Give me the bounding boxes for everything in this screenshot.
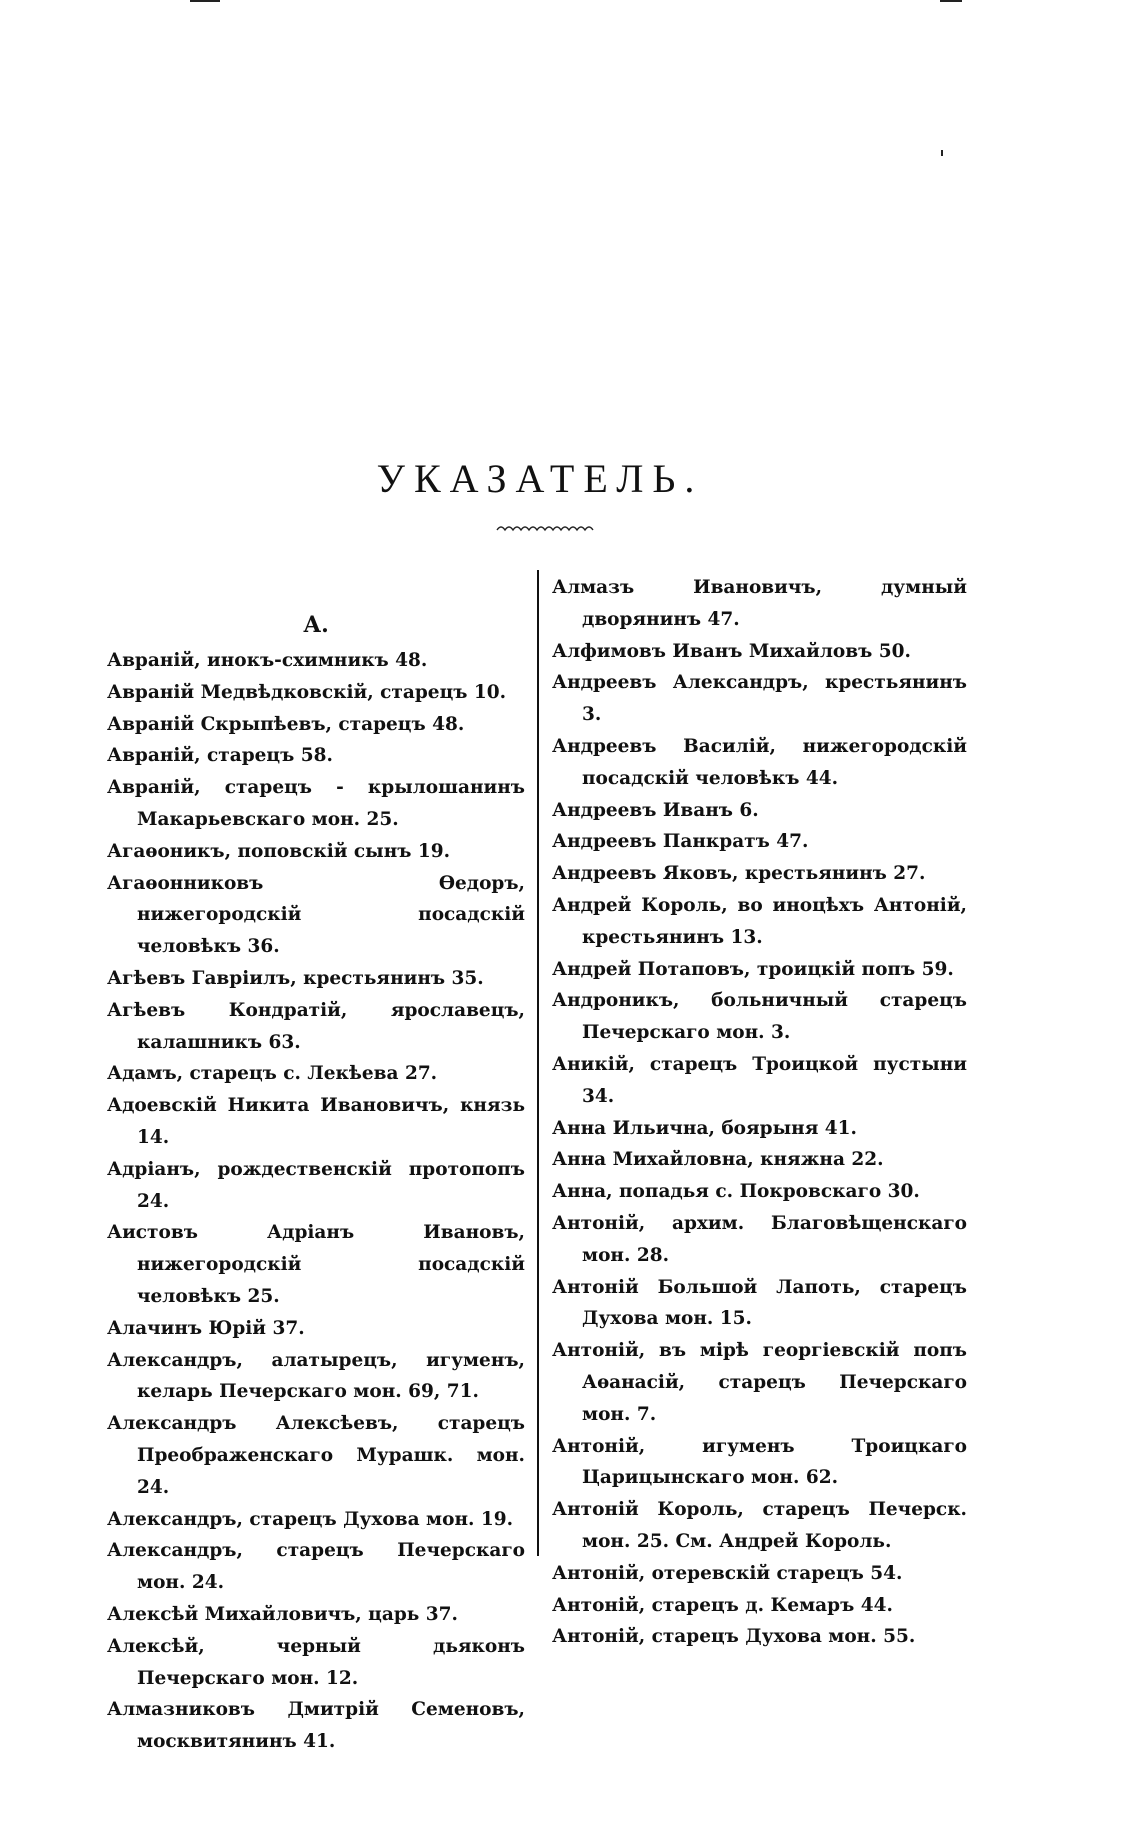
- index-entry: Антоній, старецъ Духова мон. 55.: [552, 1626, 916, 1648]
- column-divider: [537, 570, 539, 1556]
- index-entry: Авраній, старецъ 58.: [107, 745, 333, 767]
- index-entry: Алексѣй, черный дьяконъ Печерскаго мон. 12.: [107, 1635, 525, 1689]
- index-entry: Антоній, въ мірѣ георгіевскій попъ Аѳанасій, старецъ Печерскаго мон. 7.: [552, 1340, 967, 1425]
- title-ornament: [495, 522, 595, 534]
- index-entry: Андреевъ Яковъ, крестьянинъ 27.: [552, 863, 926, 885]
- index-entry: Александръ Алексѣевъ, старецъ Преображенскаго Мурашк. мон. 24.: [107, 1413, 525, 1498]
- index-entry: Агаѳонниковъ Ѳедоръ, нижегородскій посадскій человѣкъ 36.: [107, 872, 525, 958]
- print-speck: [190, 0, 220, 2]
- index-entry: Анна Михайловна, княжна 22.: [552, 1149, 884, 1171]
- index-entry: Адріанъ, рождественскій протопопъ 24.: [107, 1158, 525, 1212]
- index-entry: Андреевъ Иванъ 6.: [552, 799, 759, 821]
- right-entry-list: [552, 572, 967, 1653]
- index-entry: Аистовъ Адріанъ Ивановъ, нижегородскій посадскій человѣкъ 25.: [107, 1222, 525, 1307]
- index-entry: Андреевъ Александръ, крестьянинъ 3.: [552, 672, 967, 726]
- left-entry-list: [107, 645, 525, 1758]
- index-entry: Антоній Король, старецъ Печерск. мон. 25. См. Андрей Король.: [552, 1499, 967, 1552]
- index-entry: Алмазниковъ Дмитрій Семеновъ, москвитянинъ 41.: [107, 1699, 525, 1753]
- index-entry: Александръ, алатырецъ, игуменъ, келарь Печерскаго мон. 69, 71.: [107, 1349, 525, 1403]
- print-speck: [940, 0, 962, 2]
- index-entry: Авраній, инокъ-схимникъ 48.: [107, 650, 428, 671]
- index-entry: Агѣевъ Гаврiилъ, крестьянинъ 35.: [107, 967, 484, 989]
- index-entry: Андроникъ, больничный старецъ Печерскаго мон. 3.: [552, 990, 967, 1044]
- index-entry: Андрей Король, во иноцѣхъ Антоній, крестьянинъ 13.: [552, 894, 967, 948]
- index-entry: Анна, попадья с. Покровскаго 30.: [552, 1181, 920, 1203]
- index-entry: Алачинъ Юрій 37.: [107, 1317, 305, 1339]
- index-entry: Авраній Медвѣдковскій, старецъ 10.: [107, 681, 507, 703]
- index-entry: Александръ, старецъ Печерскаго мон. 24.: [107, 1540, 525, 1594]
- page-title: УКАЗАТЕЛЬ.: [376, 456, 704, 501]
- index-entry: Агаѳоникъ, поповскій сынъ 19.: [107, 840, 451, 862]
- index-entry: Агѣевъ Кондратій, ярославецъ, калашникъ 63.: [107, 999, 525, 1053]
- index-entry: Александръ, старецъ Духова мон. 19.: [107, 1508, 514, 1530]
- print-speck: [941, 150, 943, 156]
- index-column-right: [552, 572, 967, 1653]
- index-entry: Антоній, старецъ д. Кемаръ 44.: [552, 1594, 893, 1616]
- index-entry: Андреевъ Панкратъ 47.: [552, 831, 809, 853]
- index-entry: Алфимовъ Иванъ Михайловъ 50.: [552, 640, 911, 662]
- index-entry: Андрей Потаповъ, троицкій попъ 59.: [552, 958, 954, 980]
- index-entry: Антоній, игуменъ Троицкаго Царицынскаго мон. 62.: [552, 1435, 967, 1489]
- index-entry: Авраній Скрыпѣевъ, старецъ 48.: [107, 713, 465, 735]
- section-letter: А.: [303, 612, 329, 638]
- index-entry: Адоевскій Никита Ивановичъ, князь 14.: [107, 1095, 525, 1148]
- index-entry: Анна Ильична, боярыня 41.: [552, 1117, 857, 1139]
- index-entry: Аникій, старецъ Троицкой пустыни 34.: [552, 1053, 967, 1107]
- index-entry: Авраній, старецъ - крылошанинъ Макарьевскаго мон. 25.: [107, 777, 525, 830]
- index-entry: Антоній, архим. Благовѣщенскаго мон. 28.: [552, 1212, 967, 1266]
- index-entry: Алмазъ Ивановичъ, думный дворянинъ 47.: [552, 577, 967, 630]
- index-entry: Адамъ, старецъ с. Лекѣева 27.: [107, 1063, 438, 1085]
- index-entry: Андреевъ Василій, нижегородскій посадскій человѣкъ 44.: [552, 735, 967, 789]
- index-entry: Алексѣй Михайловичъ, царь 37.: [107, 1603, 458, 1625]
- index-entry: Антоній Большой Лапоть, старецъ Духова мон. 15.: [552, 1276, 967, 1330]
- index-entry: Антоній, отеревскій старецъ 54.: [552, 1562, 903, 1584]
- index-column-left: [107, 612, 525, 1758]
